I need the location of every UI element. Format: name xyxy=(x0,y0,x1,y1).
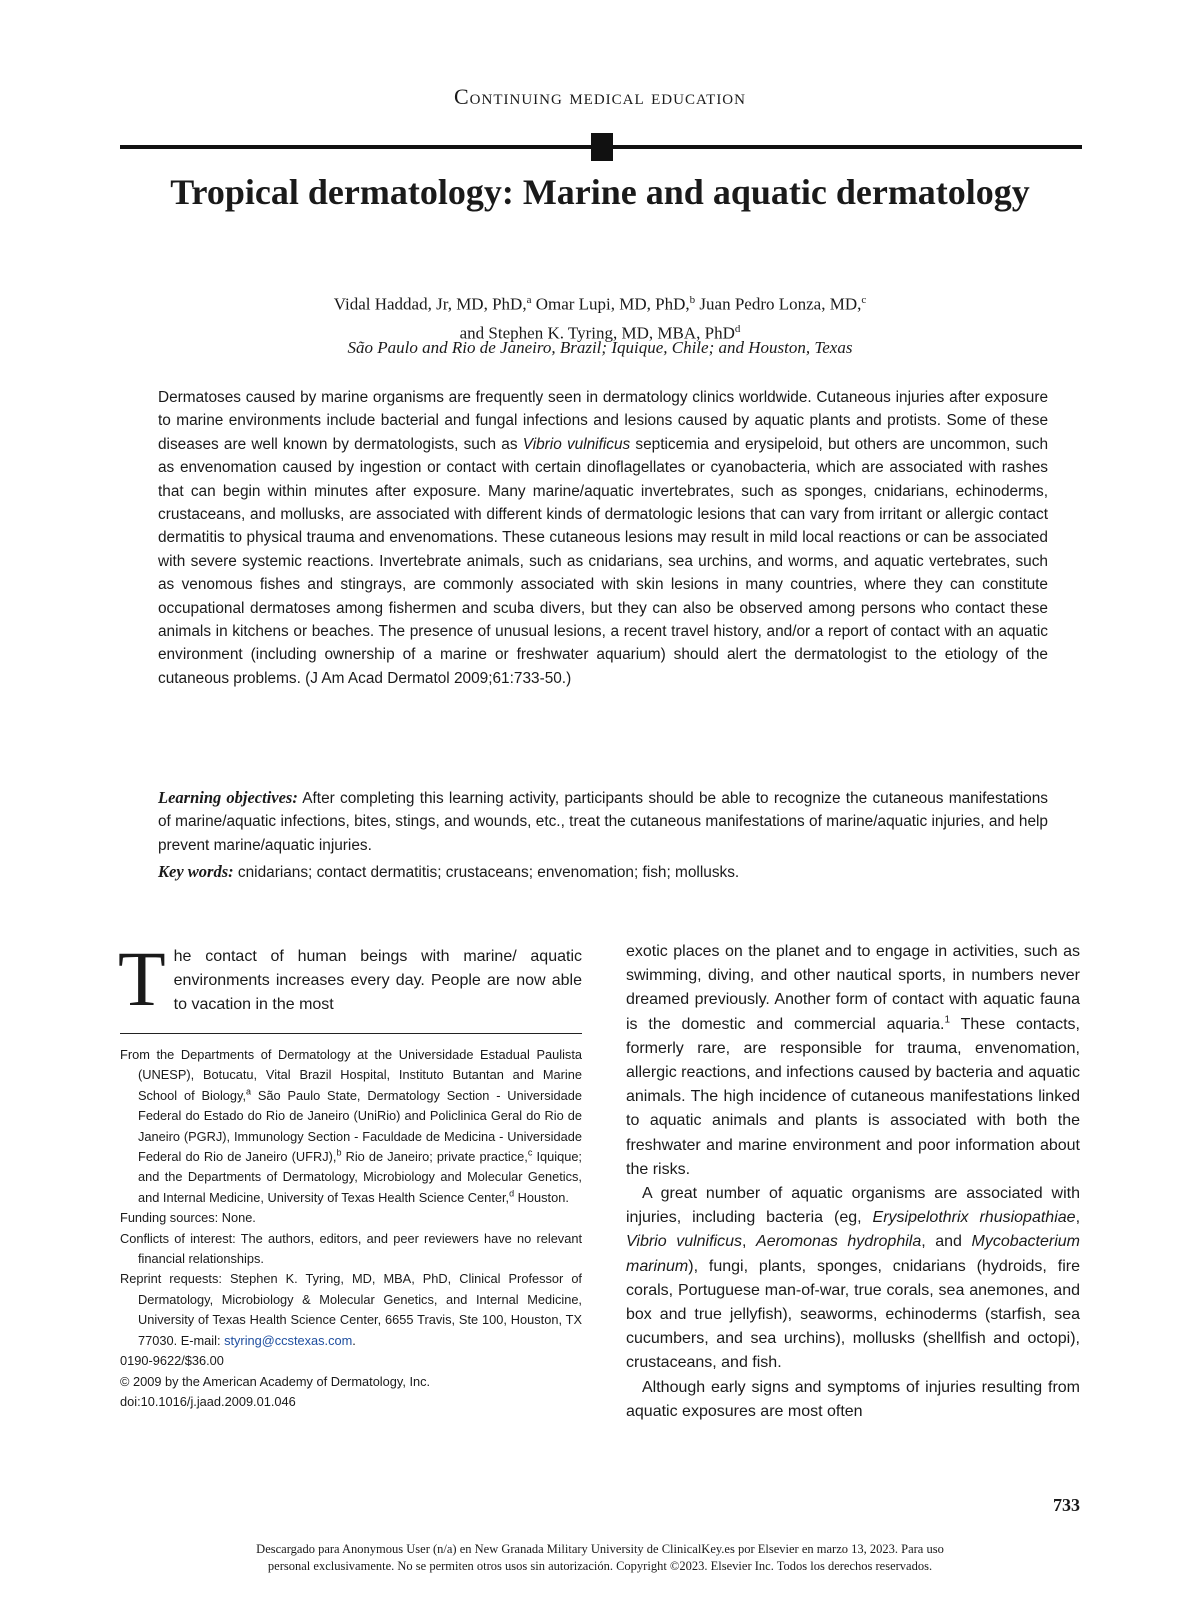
author-lonza: Juan Pedro Lonza, MD, xyxy=(695,294,862,314)
key-words xyxy=(158,860,1048,884)
species-name: Mycobacterium marinum xyxy=(626,1233,1080,1275)
footnote-text: Houston. xyxy=(514,1189,569,1205)
body-paragraph xyxy=(626,1182,1080,1376)
body-text: ), fungi, plants, sponges, cnidarians (hydroids, fire corals, Portuguese man-of-war, true corals, sea anemones, and box and true jellyfish), seaworms, echinoderms (starfish, sea cucumbers, and sea urchins), mollusks (shellfish and octopi), crustaceans, and fish. xyxy=(626,1257,1080,1372)
author-list xyxy=(150,288,1050,345)
key-words-label: Key words: xyxy=(158,862,234,881)
author-lupi: Omar Lupi, MD, PhD, xyxy=(531,294,690,314)
body-paragraph xyxy=(626,940,1080,1182)
header-block-marker xyxy=(591,133,613,161)
footnote-funding: Funding sources: None. xyxy=(120,1210,256,1226)
footnote-rule xyxy=(120,1033,582,1034)
body-text: , xyxy=(1075,1209,1081,1227)
author-affil-sup: d xyxy=(734,322,741,335)
footnote-sup: b xyxy=(336,1147,342,1158)
download-notice xyxy=(150,1541,1050,1575)
key-words-text: cnidarians; contact dermatitis; crustaceans; envenomation; fish; mollusks. xyxy=(233,864,740,881)
footnote-text: . xyxy=(352,1332,356,1348)
footnote-text: Reprint requests: Stephen K. Tyring, MD, MBA, PhD, Clinical Professor of Dermatology, Microbiology & Molecular Genetics, and Internal Medicine, University of Texas Health Science Center, 6655 Travis, Ste 100, Houston, TX 77030. E-mail: xyxy=(120,1271,582,1348)
body-text: , xyxy=(742,1233,757,1251)
author-affil-sup: b xyxy=(689,294,696,306)
author-line-1 xyxy=(150,288,1050,317)
species-name: Vibrio vulnificus xyxy=(626,1233,742,1251)
section-label: Continuing medical education xyxy=(454,84,746,109)
author-affil-sup: c xyxy=(861,294,867,306)
species-name: Erysipelothrix rhusiopathiae xyxy=(872,1209,1076,1227)
download-notice-line: personal exclusivamente. No se permiten otros usos sin autorización. Copyright ©2023. Elsevier Inc. Todos los derechos reservados. xyxy=(267,1559,933,1573)
reference-marker[interactable]: 1 xyxy=(944,1014,951,1026)
species-name: Aeromonas hydrophila xyxy=(756,1233,922,1251)
footnote-sup: d xyxy=(509,1188,515,1199)
footnote-sup: a xyxy=(246,1086,252,1097)
article-title: Tropical dermatology: Marine and aquatic dermatology xyxy=(170,172,1030,212)
download-notice-line: Descargado para Anonymous User (n/a) en New Granada Military University de ClinicalKey.es por Elsevier en marzo 13, 2023. Para uso xyxy=(256,1542,944,1556)
abstract-species: Vibrio vulnificus xyxy=(522,435,631,453)
author-locations: São Paulo and Rio de Janeiro, Brazil; Iquique, Chile; and Houston, Texas xyxy=(347,338,853,357)
footnote-reprint xyxy=(120,1269,582,1351)
learning-objectives xyxy=(158,786,1048,857)
footnotes xyxy=(120,1045,582,1412)
body-right-column xyxy=(626,940,1080,1424)
footnote-text: São Paulo State, Dermatology Section - Universidade Federal do Estado do Rio de Janeiro (UniRio) and Policlinica Geral do Rio de Janeiro (PGRJ), Immunology Section - Faculdade de Medicina - Universidade Federal do Rio de Janeiro (UFRJ), xyxy=(138,1087,582,1165)
drop-cap: T xyxy=(118,935,166,1022)
author-affil-sup: a xyxy=(526,294,532,306)
abstract-text: septicemia and erysipeloid, but others are uncommon, such as envenomation caused by ingestion or contact with certain dinoflagellates or cyanobacteria, which are associated with rashes that can begin within minutes after exposure. Many marine/aquatic invertebrates, such as sponges, cnidarians, echinoderms, crustaceans, and mollusks, are associated with different kinds of dermatologic lesions that can vary from irritant or allergic contact dermatitis to physical trauma and envenomations. These cutaneous lesions may result in mild local reactions or can be associated with severe systemic reactions. Invertebrate animals, such as cnidarians, sea urchins, and worms, and aquatic vertebrates, such as venomous fishes and stingrays, are commonly associated with skin lesions in many countries, where they can constitute occupational dermatoses among fishermen and scuba divers, but they can also be observed among persons who contact these animals in kitchens or beaches. The presence of unusual lesions, a recent travel history, and/or a report of contact with an aquatic environment (including ownership of a marine or freshwater aquarium) should alert the dermatologist to the etiology of the cutaneous problems. (J Am Acad Dermatol 2009;61:733-50.) xyxy=(158,435,1049,687)
abstract-text: Dermatoses caused by marine organisms are frequently seen in dermatology clinics worldwide. Cutaneous injuries after exposure to marine environments include bacterial and fungal infections and lesions caused by aquatic plants and protists. Some of these diseases are well known by dermatologists, such as xyxy=(158,389,1048,453)
footnote-text: From the Departments of Dermatology at the Universidade Estadual Paulista (UNESP), Botucatu, Vital Brazil Hospital, Instituto Butantan and Marine School of Biology, xyxy=(120,1047,582,1103)
author-tyring: and Stephen K. Tyring, MD, MBA, PhD xyxy=(459,323,735,343)
body-text: , and xyxy=(921,1233,972,1251)
footnote-conflicts: Conflicts of interest: The authors, editors, and peer reviewers have no relevant financial relationships. xyxy=(120,1230,582,1267)
footnote-copyright: © 2009 by the American Academy of Dermatology, Inc. xyxy=(120,1373,431,1389)
body-text: A great number of aquatic organisms are associated with injuries, including bacteria (eg, xyxy=(626,1185,1080,1227)
body-text: These contacts, formerly rare, are responsible for trauma, envenomation, allergic reactions, and infections caused by bacteria and aquatic animals. The high incidence of cutaneous manifestations linked to aquatic animals and plants is associated with both the freshwater and marine environment and poor information about the risks. xyxy=(626,1015,1080,1178)
author-haddad: Vidal Haddad, Jr, MD, PhD, xyxy=(333,294,527,314)
footnote-sup: c xyxy=(527,1147,533,1158)
footnote-doi: doi:10.1016/j.jaad.2009.01.046 xyxy=(120,1393,296,1409)
body-left-text: he contact of human beings with marine/ aquatic environments increases every day. People are now able to vacation in the most xyxy=(173,948,582,1014)
footnote-issn: 0190-9622/$36.00 xyxy=(120,1353,224,1369)
footnote-text: Rio de Janeiro; private practice, xyxy=(341,1149,528,1165)
body-text: exotic places on the planet and to engage in activities, such as swimming, diving, and other nautical sports, in numbers never dreamed previously. Another form of contact with aquatic fauna is the domestic and commercial aquaria. xyxy=(626,943,1080,1033)
body-paragraph: Although early signs and symptoms of injuries resulting from aquatic exposures are most often xyxy=(626,1378,1080,1420)
body-left-intro xyxy=(118,935,582,1022)
email-link[interactable]: styring@ccstexas.com xyxy=(224,1332,353,1348)
footnote-affiliations xyxy=(120,1045,582,1208)
learning-objectives-text: After completing this learning activity, participants should be able to recognize the cutaneous manifestations of marine/aquatic infections, bites, stings, and wounds, etc., treat the cutaneous manifestations of marine/aquatic injuries, and help prevent marine/aquatic injuries. xyxy=(158,790,1048,854)
page-number: 733 xyxy=(1053,1495,1080,1515)
abstract xyxy=(158,386,1048,690)
footnote-text: Iquique; and the Departments of Dermatology, Microbiology and Molecular Genetics, and Internal Medicine, University of Texas Health Science Center, xyxy=(138,1149,582,1205)
learning-objectives-label: Learning objectives: xyxy=(158,788,298,807)
